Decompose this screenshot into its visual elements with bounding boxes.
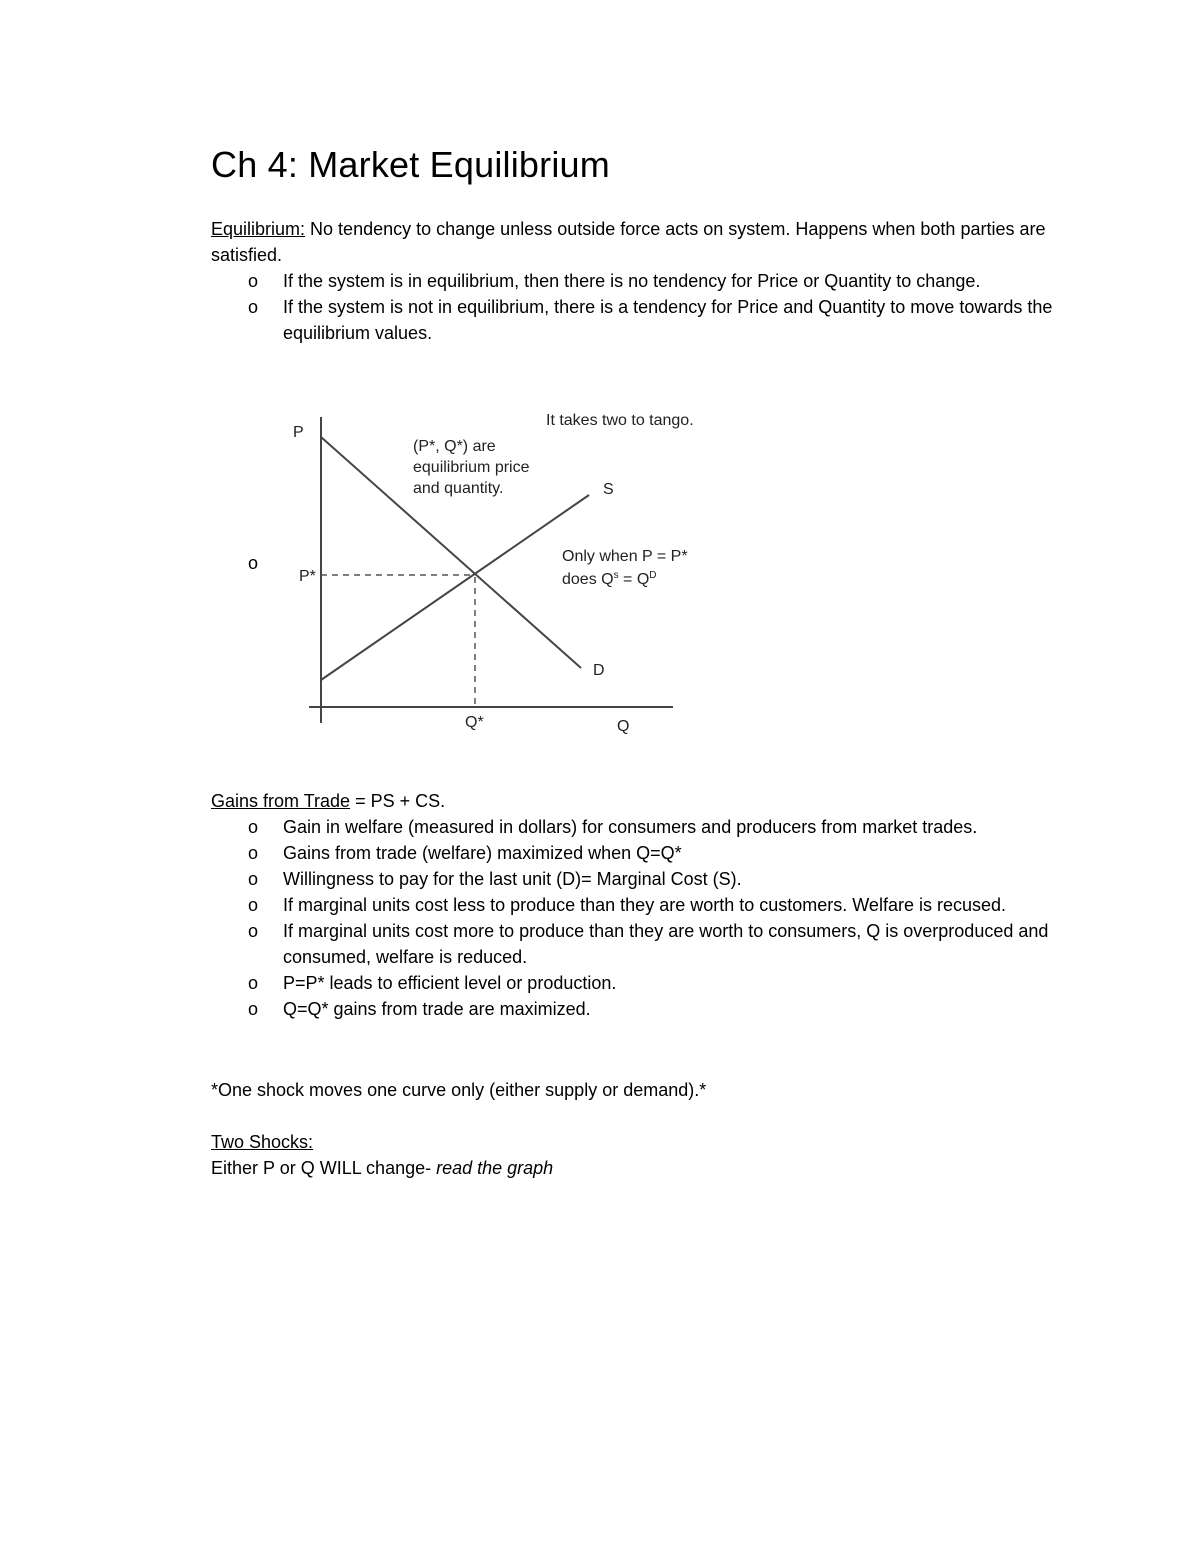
equilibrium-note-line1: Only when P = P* <box>562 548 688 565</box>
list-item: o Q=Q* gains from trade are maximized. <box>211 996 1071 1022</box>
list-item: o Gain in welfare (measured in dollars) for consumers and producers from market trades. <box>211 814 1071 840</box>
y-axis-label: P <box>293 424 304 441</box>
equilibrium-definition <box>211 216 1071 268</box>
bullet-icon: o <box>248 973 259 993</box>
supply-curve <box>321 495 589 680</box>
two-shocks-heading: Two Shocks: <box>211 1132 314 1152</box>
equilibrium-bullet-list <box>211 268 1071 346</box>
annotation-line: and quantity. <box>413 480 504 497</box>
list-item: o Willingness to pay for the last unit (D)= Marginal Cost (S). <box>211 866 1071 892</box>
gains-section <box>211 788 1071 1022</box>
equilibrium-section <box>211 216 1071 346</box>
gains-formula: = PS + CS. <box>350 791 446 811</box>
bullet-icon: o <box>248 297 259 317</box>
list-item: o If marginal units cost more to produce than they are worth to consumers, Q is overproduced and consumed, welfare is reduced. <box>211 918 1071 970</box>
equilibrium-definition-text: No tendency to change unless outside force acts on system. Happens when both parties are satisfied. <box>211 219 1046 265</box>
supply-label: S <box>603 481 614 498</box>
q-star-label: Q* <box>465 714 484 731</box>
p-star-label: P* <box>299 568 316 585</box>
two-shocks-emphasis: read the graph <box>436 1158 554 1178</box>
bullet-icon: o <box>248 999 259 1019</box>
two-shocks-section <box>211 1129 1071 1181</box>
bullet-icon: o <box>248 843 259 863</box>
gains-definition <box>211 788 1071 814</box>
annotation-line: (P*, Q*) are <box>413 438 496 455</box>
bullet-icon: o <box>248 869 259 889</box>
supply-demand-figure <box>211 395 731 745</box>
bullet-icon: o <box>248 895 259 915</box>
two-shocks-line: Either P or Q WILL change- read the graph <box>211 1158 554 1178</box>
page-title: Ch 4: Market Equilibrium <box>211 144 610 185</box>
demand-label: D <box>593 662 605 679</box>
supply-demand-diagram <box>211 395 731 745</box>
list-item: o If the system is in equilibrium, then there is no tendency for Price or Quantity to change. <box>211 268 1071 294</box>
figure-caption: It takes two to tango. <box>546 412 694 429</box>
equilibrium-term: Equilibrium: <box>211 219 306 239</box>
bullet-icon: o <box>248 553 259 573</box>
bullet-icon: o <box>248 817 259 837</box>
annotation-line: equilibrium price <box>413 459 530 476</box>
gains-term: Gains from Trade <box>211 791 351 811</box>
list-item: o P=P* leads to efficient level or production. <box>211 970 1071 996</box>
list-item: o If the system is not in equilibrium, there is a tendency for Price and Quantity to move towards the equilibrium values. <box>211 294 1071 346</box>
equilibrium-note-line2: does $Q^s = Q^D$ <box>562 570 657 588</box>
x-axis-label: Q <box>617 718 630 735</box>
bullet-icon: o <box>248 271 259 291</box>
shock-note: *One shock moves one curve only (either supply or demand).* <box>211 1080 707 1100</box>
bullet-icon: o <box>248 921 259 941</box>
list-item: o Gains from trade (welfare) maximized when Q=Q* <box>211 840 1071 866</box>
gains-bullet-list <box>211 814 1071 1022</box>
list-item: o If marginal units cost less to produce than they are worth to customers. Welfare is recused. <box>211 892 1071 918</box>
